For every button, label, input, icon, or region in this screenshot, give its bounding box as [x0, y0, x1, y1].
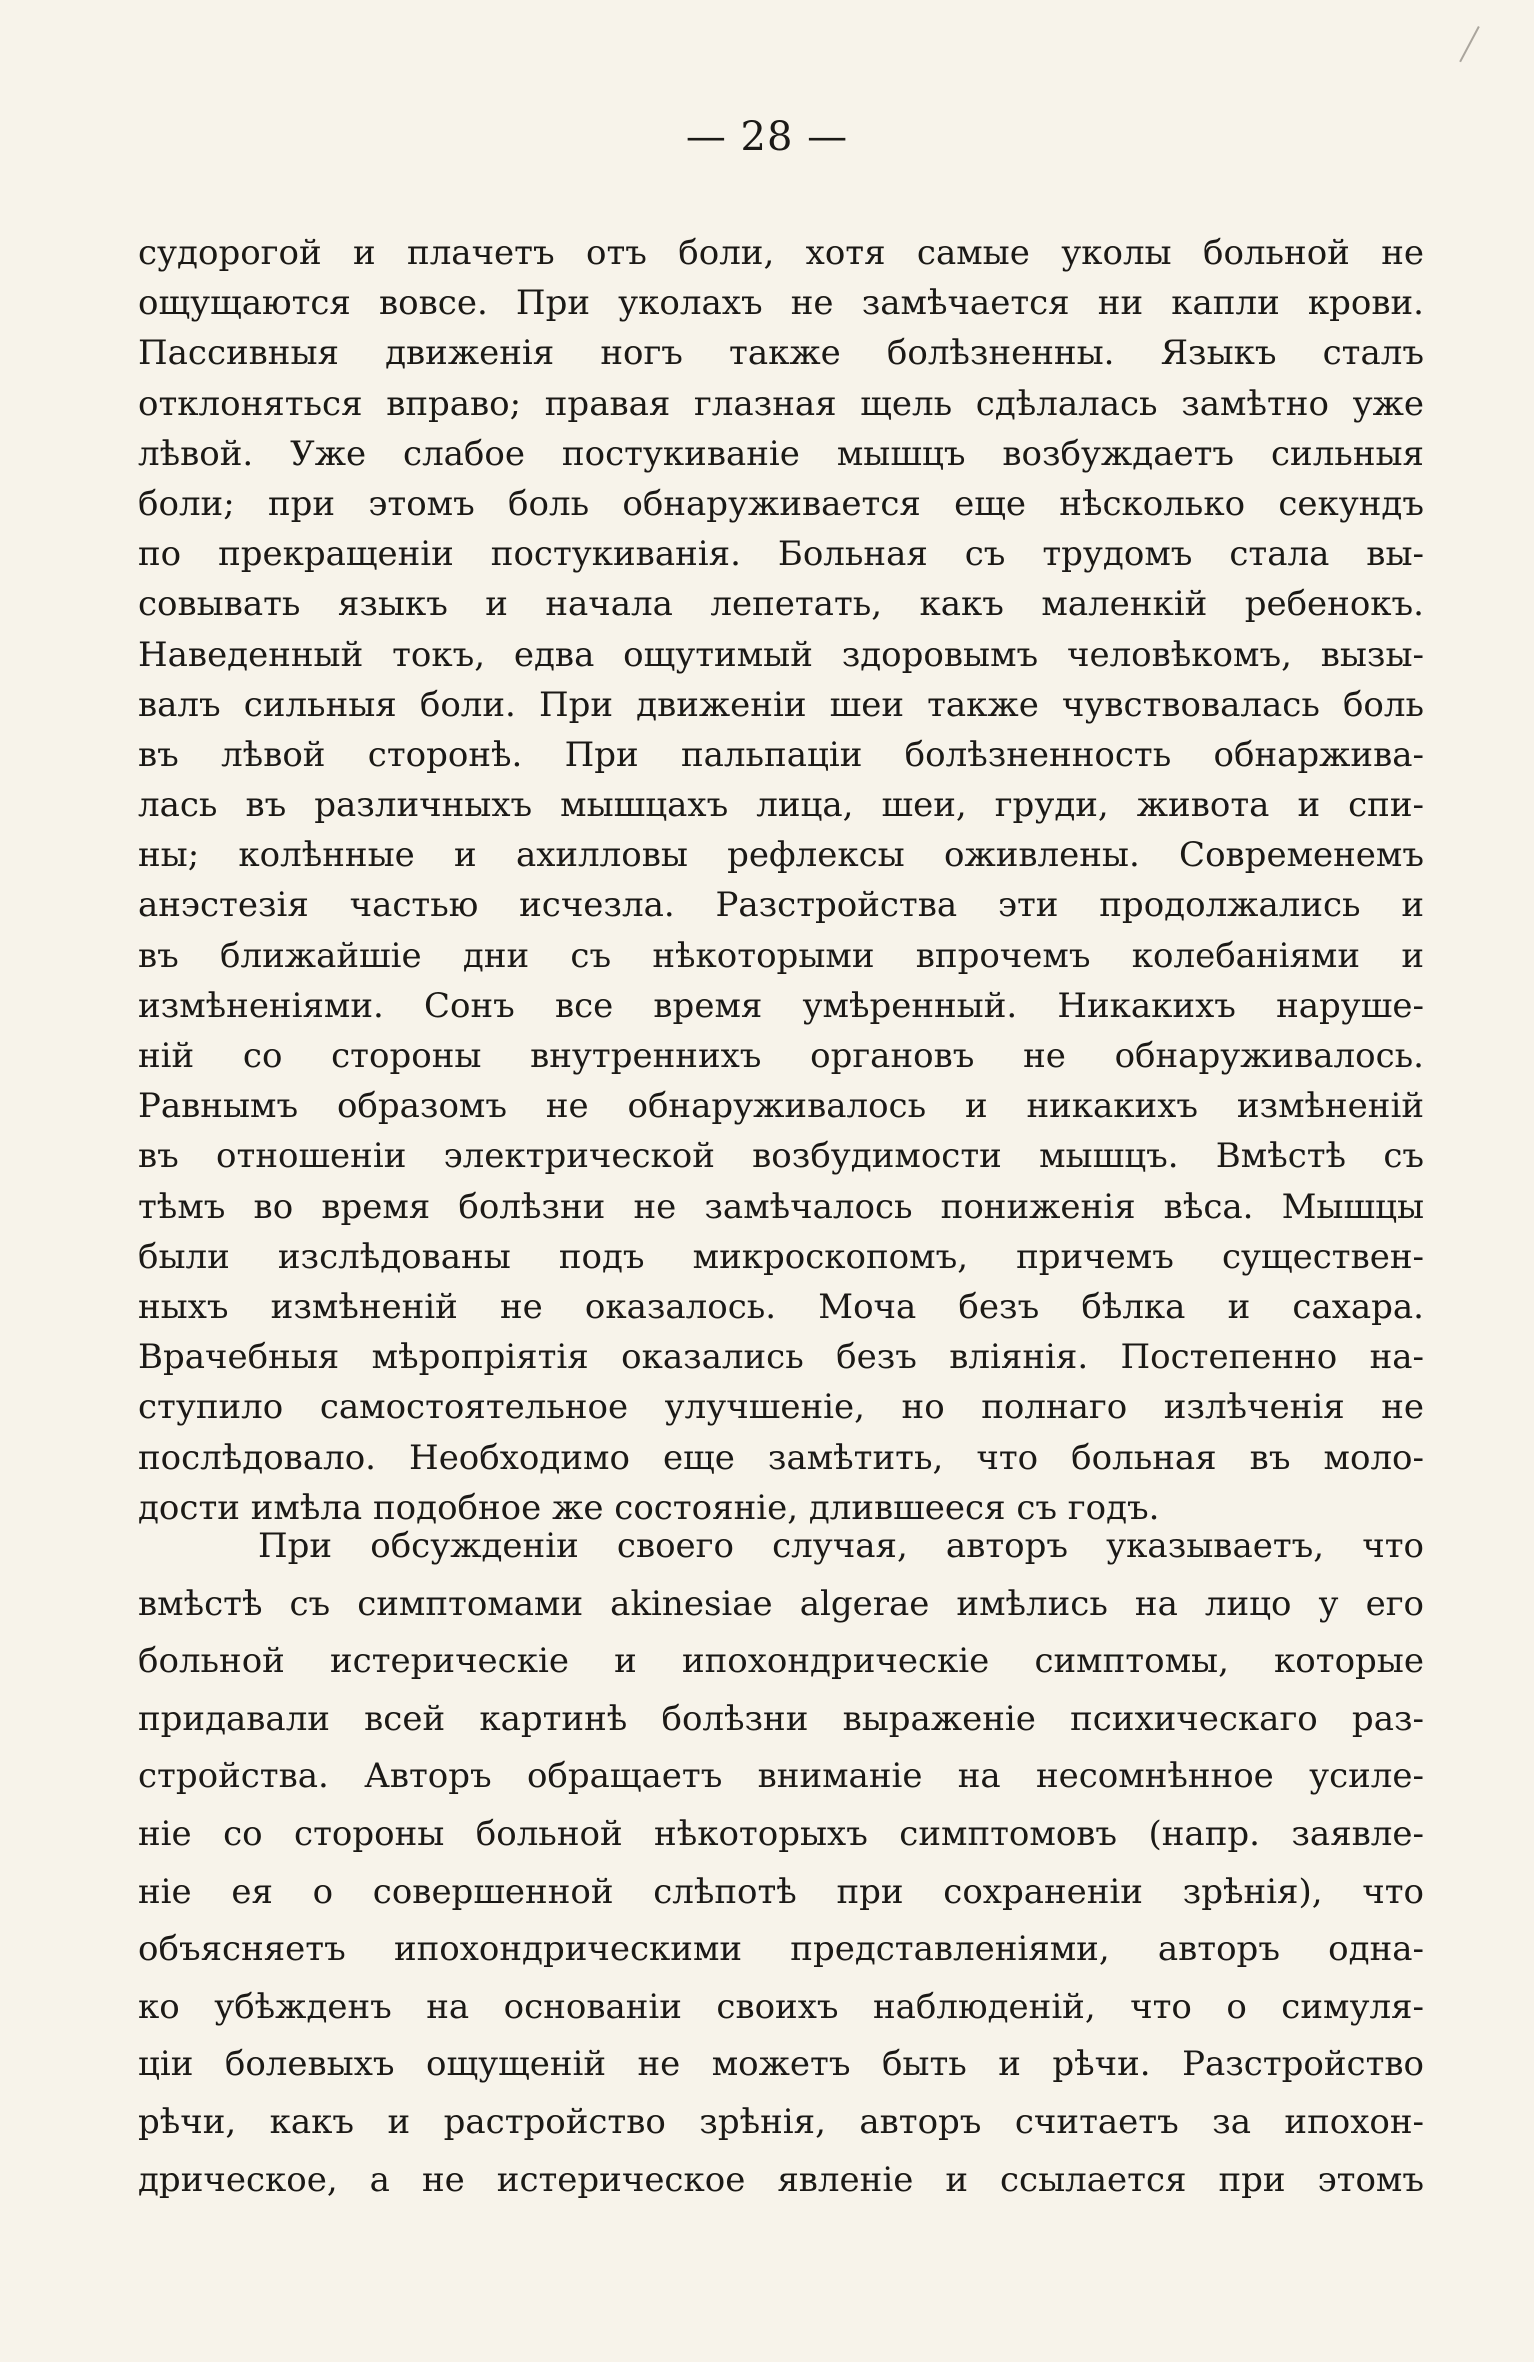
text-line: объясняетъ ипохондрическими представленіями, авторъ одна-	[138, 1929, 1424, 1970]
text-line: ны; колѣнные и ахилловы рефлексы оживлены. Современемъ	[138, 835, 1424, 876]
text-line: тѣмъ во время болѣзни не замѣчалось пониженія вѣса. Мышцы	[138, 1186, 1424, 1227]
text-line: Равнымъ образомъ не обнаруживалось и никакихъ измѣненій	[138, 1086, 1424, 1127]
text-line: При обсужденіи своего случая, авторъ указываетъ, что	[258, 1526, 1424, 1566]
text-line: ко убѣжденъ на основаніи своихъ наблюденій, что о симуля-	[138, 1986, 1424, 2027]
text-line: стройства. Авторъ обращаетъ вниманіе на несомнѣнное усиле-	[138, 1756, 1424, 1797]
text-line: Врачебныя мѣропріятія оказались безъ вліянія. Постепенно на-	[138, 1337, 1424, 1378]
text-line: больной истерическіе и ипохондрическіе симптомы, которые	[138, 1641, 1424, 1682]
text-line: лась въ различныхъ мышцахъ лица, шеи, груди, живота и спи-	[138, 785, 1424, 826]
text-line: рѣчи, какъ и растройство зрѣнія, авторъ считаетъ за ипохон-	[138, 2101, 1424, 2142]
text-line: ніе со стороны больной нѣкоторыхъ симптомовъ (напр. заявле-	[138, 1813, 1424, 1854]
paragraph-2	[138, 1518, 1424, 2209]
text-line: ціи болевыхъ ощущеній не можетъ быть и рѣчи. Разстройство	[138, 2044, 1424, 2085]
text-line: анэстезія частью исчезла. Разстройства эти продолжались и	[138, 885, 1424, 926]
text-line: ніе ея о совершенной слѣпотѣ при сохраненіи зрѣнія), что	[138, 1871, 1424, 1912]
text-line: валъ сильныя боли. При движеніи шеи также чувствовалась боль	[138, 684, 1424, 725]
text-line: судорогой и плачетъ отъ боли, хотя самые уколы больной не	[138, 233, 1424, 273]
text-line: дрическое, а не истерическое явленіе и ссылается при этомъ	[138, 2159, 1424, 2200]
corner-mark	[1459, 26, 1495, 71]
text-line: послѣдовало. Необходимо еще замѣтить, что больная въ моло-	[138, 1437, 1424, 1478]
text-line: Наведенный токъ, едва ощутимый здоровымъ человѣкомъ, вызы-	[138, 634, 1424, 675]
text-line: по прекращеніи постукиванія. Больная съ трудомъ стала вы-	[138, 534, 1424, 575]
text-line: вмѣстѣ съ симптомами akinesiae algerae имѣлись на лицо у его	[138, 1583, 1424, 1624]
text-line: измѣненіями. Сонъ все время умѣренный. Никакихъ наруше-	[138, 985, 1424, 1026]
text-line: совывать языкъ и начала лепетать, какъ маленкій ребенокъ.	[138, 584, 1424, 625]
text-line: ныхъ измѣненій не оказалось. Моча безъ бѣлка и сахара.	[138, 1286, 1424, 1327]
text-line: дости имѣла подобное же состояніе, длившееся съ годъ.	[138, 1487, 1160, 1528]
text-line: отклоняться вправо; правая глазная щель сдѣлалась замѣтно уже	[138, 383, 1424, 424]
paragraph-1	[138, 228, 1424, 1533]
text-line: въ лѣвой сторонѣ. При пальпаціи болѣзненность обнаржива-	[138, 734, 1424, 775]
text-line: Пассивныя движенія ногъ также болѣзненны. Языкъ сталъ	[138, 333, 1424, 374]
page-number: — 28 —	[685, 114, 849, 160]
text-line: ній со стороны внутреннихъ органовъ не обнаруживалось.	[138, 1036, 1424, 1076]
text-line: ощущаются вовсе. При уколахъ не замѣчается ни капли крови.	[138, 283, 1424, 324]
text-line: въ отношеніи электрической возбудимости мышцъ. Вмѣстѣ съ	[138, 1136, 1424, 1177]
text-line: ступило самостоятельное улучшеніе, но полнаго излѣченія не	[138, 1387, 1424, 1428]
text-line: боли; при этомъ боль обнаруживается еще нѣсколько секундъ	[138, 483, 1424, 524]
text-line: были изслѣдованы подъ микроскопомъ, причемъ существен-	[138, 1236, 1424, 1277]
text-line: въ ближайшіе дни съ нѣкоторыми впрочемъ колебаніями и	[138, 935, 1424, 976]
text-line: лѣвой. Уже слабое постукиваніе мышцъ возбуждаетъ сильныя	[138, 433, 1424, 474]
text-line: придавали всей картинѣ болѣзни выраженіе психическаго раз-	[138, 1698, 1424, 1739]
